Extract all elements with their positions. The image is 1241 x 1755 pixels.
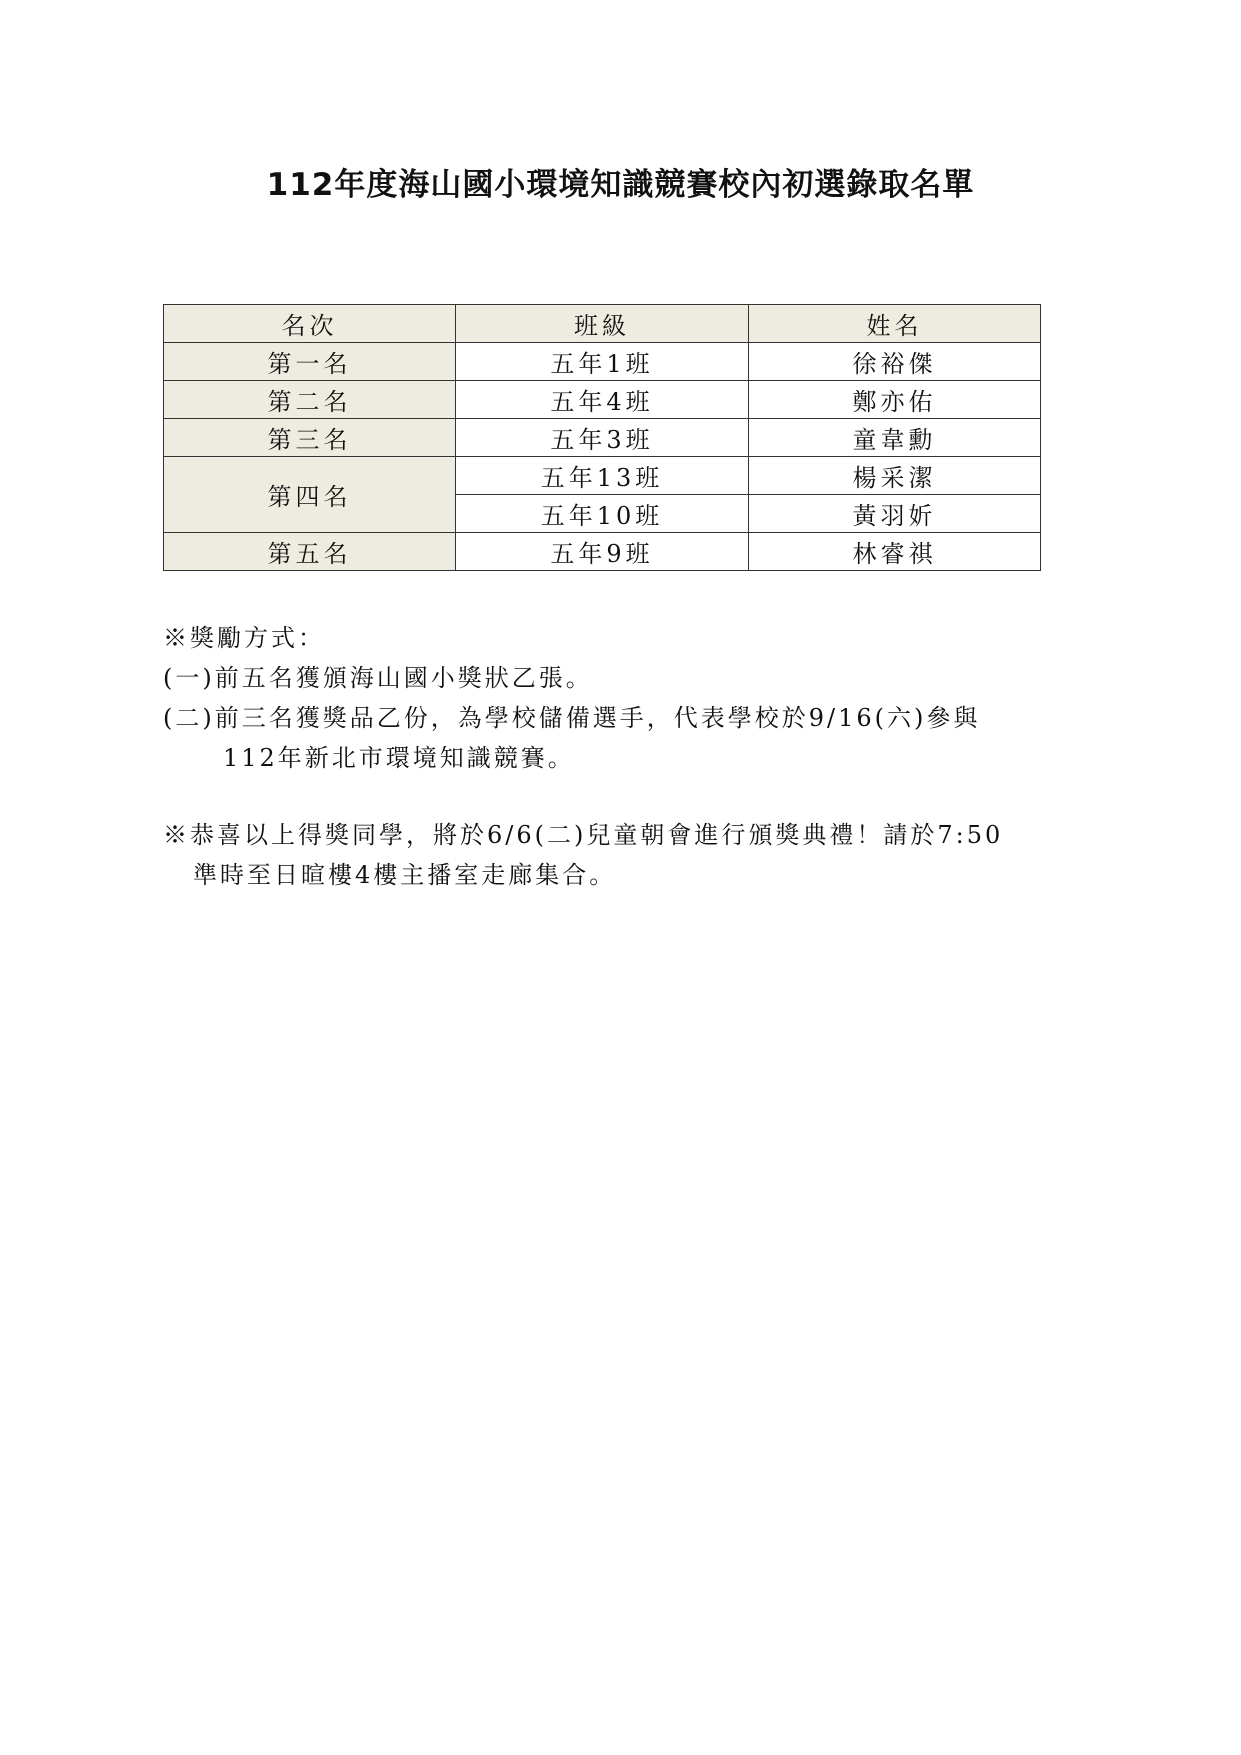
notes-section [163, 618, 1063, 895]
class-cell: 五年1班 [456, 343, 749, 381]
rank-cell: 第五名 [164, 533, 456, 571]
table-row [164, 381, 1041, 419]
class-cell: 五年9班 [456, 533, 749, 571]
table-row [164, 533, 1041, 571]
congrats-note: ※恭喜以上得獎同學，將於6/6(二)兒童朝會進行頒獎典禮！請於7:50 [163, 821, 1004, 849]
results-table [163, 304, 1041, 571]
reward-item-2: (二)前三名獲獎品乙份，為學校儲備選手，代表學校於9/16(六)參與 [163, 704, 981, 732]
class-cell: 五年13班 [456, 457, 749, 495]
reward-heading: ※獎勵方式： [163, 624, 325, 652]
rank-cell: 第四名 [164, 457, 456, 533]
spacer [163, 778, 1063, 815]
rank-cell: 第一名 [164, 343, 456, 381]
class-cell: 五年3班 [456, 419, 749, 457]
class-cell: 五年4班 [456, 381, 749, 419]
name-cell: 鄭亦佑 [749, 381, 1041, 419]
name-cell: 童韋勳 [749, 419, 1041, 457]
name-cell: 黃羽妡 [749, 495, 1041, 533]
table-row [164, 343, 1041, 381]
name-cell: 徐裕傑 [749, 343, 1041, 381]
congrats-note-continued: 準時至日暄樓4樓主播室走廊集合。 [193, 861, 617, 889]
name-cell: 楊采潔 [749, 457, 1041, 495]
class-cell: 五年10班 [456, 495, 749, 533]
table-header-row [164, 305, 1041, 343]
table-row [164, 457, 1041, 495]
reward-item-1: (一)前五名獲頒海山國小獎狀乙張。 [163, 664, 593, 692]
header-name: 姓名 [749, 305, 1041, 343]
reward-item-2-continued: 112年新北市環境知識競賽。 [223, 744, 575, 772]
header-class: 班級 [456, 305, 749, 343]
rank-cell: 第二名 [164, 381, 456, 419]
header-rank: 名次 [164, 305, 456, 343]
document-title: 112年度海山國小環境知識競賽校內初選錄取名單 [266, 167, 975, 203]
rank-cell: 第三名 [164, 419, 456, 457]
table-row [164, 419, 1041, 457]
name-cell: 林睿祺 [749, 533, 1041, 571]
